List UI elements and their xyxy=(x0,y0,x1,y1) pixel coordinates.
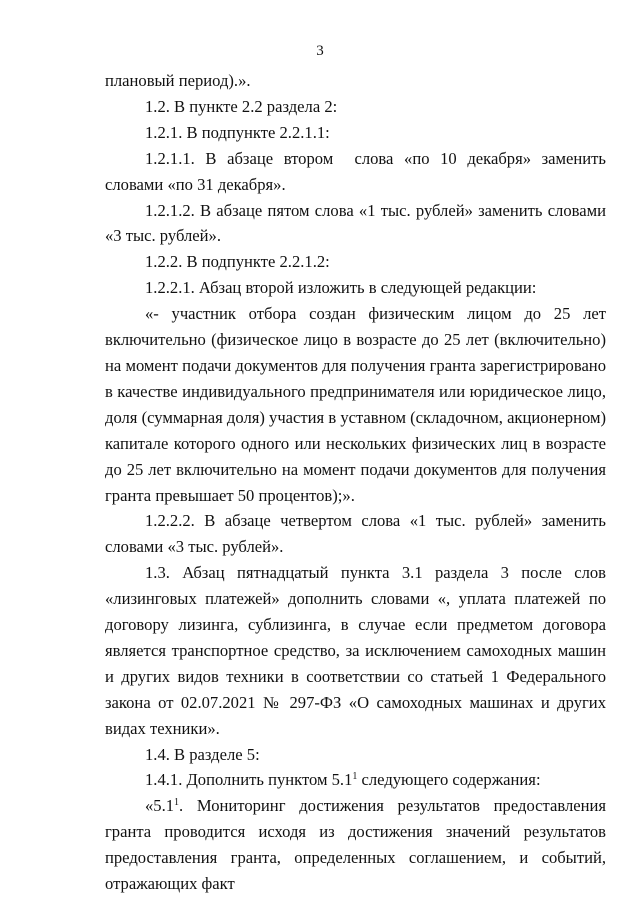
paragraph xyxy=(105,767,606,793)
paragraph xyxy=(105,198,611,250)
paragraph-text: «- участник отбора создан физическим лицом до 25 лет включительно (физическое лицо в возрасте до 25 лет (включительно) на момент подачи документов для получения гранта зарегистрировано в качестве индивидуального предпринимателя или юридическое лицо, доля (суммарная доля) участия в уставном (складочном, акционерном) капитале которого одного или нескольких физических лиц в возрасте до 25 лет включительно на момент подачи документов для получения гранта превышает 50 процентов);». xyxy=(105,304,611,505)
paragraph-text: 1.4. В разделе 5: xyxy=(145,744,260,764)
paragraph xyxy=(105,793,611,897)
paragraph xyxy=(105,508,611,560)
paragraph xyxy=(105,68,606,94)
paragraph-text: «5.1 xyxy=(145,796,175,816)
paragraph-text: 1.2.1. В подпункте 2.2.1.1: xyxy=(145,122,330,142)
superscript-index: 1 xyxy=(352,771,358,783)
paragraph-text: 1.2.1.1. В абзаце втором слова «по 10 декабря» заменить словами «по 31 декабря». xyxy=(105,148,611,194)
paragraph-text: 1.2. В пункте 2.2 раздела 2: xyxy=(145,96,338,116)
paragraph xyxy=(105,560,611,741)
paragraph-text: 1.2.2.1. Абзац второй изложить в следующей редакции: xyxy=(145,278,537,298)
paragraph xyxy=(105,742,606,768)
paragraph xyxy=(105,146,611,198)
paragraph-text: плановый период).». xyxy=(105,71,251,90)
paragraph-text: 1.2.2.2. В абзаце четвертом слова «1 тыс. рублей» заменить словами «3 тыс. рублей». xyxy=(105,511,611,557)
paragraph-text: 1.4.1. Дополнить пунктом 5.1 xyxy=(145,770,353,790)
paragraph-text: 1.3. Абзац пятнадцатый пункта 3.1 раздела 3 после слов «лизинговых платежей» дополнить словами «, уплата платежей по договору лизинга, сублизинга, в случае если предметом договора является транспортное средство, за исключением самоходных машин и других видов техники в соответствии со статьей 1 Федерального закона от 02.07.2021 № 297-ФЗ «О самоходных машинах и других видах техники». xyxy=(105,563,611,738)
paragraph xyxy=(105,275,606,301)
page-number: 3 xyxy=(316,43,324,59)
paragraph-text: 1.2.2. В подпункте 2.2.1.2: xyxy=(145,252,330,272)
paragraph xyxy=(105,94,606,120)
paragraph-text-continued: . Мониторинг достижения результатов предоставления гранта проводится исходя из достижения значений результатов предоставления гранта, определенных соглашением, и событий, отражающих факт xyxy=(105,796,611,894)
paragraph xyxy=(105,120,606,146)
superscript-index: 1 xyxy=(174,797,180,809)
paragraph xyxy=(105,301,611,508)
paragraph-text-continued: следующего содержания: xyxy=(357,770,541,790)
document-body xyxy=(105,68,611,897)
paragraph xyxy=(105,249,606,275)
paragraph-text: 1.2.1.2. В абзаце пятом слова «1 тыс. рублей» заменить словами «3 тыс. рублей». xyxy=(105,200,611,246)
